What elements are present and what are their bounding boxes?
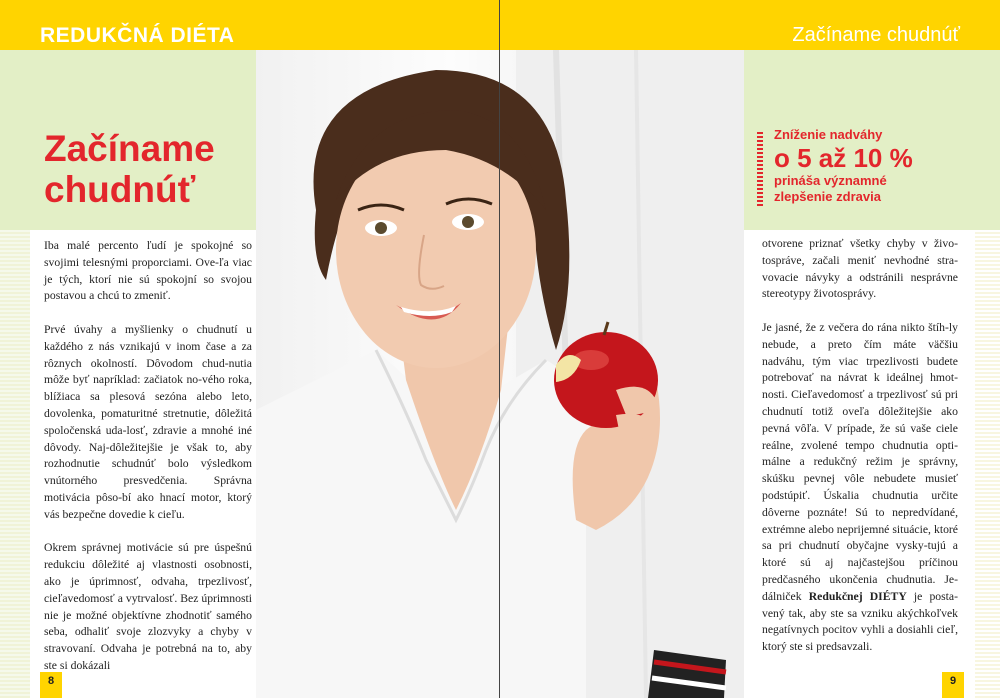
callout-marker-bar bbox=[757, 130, 763, 206]
paragraph-text: Je jasné, že z večera do rána nikto štíh-ly nebude, a preto čím máte väčšiu nadváhu, tým viac trpezlivosti budete potrebovať na návrat k ideálnej hmot-nosti. Cieľavedomosť a trpezlivosť sú pri chudnutí totiž oveľa dôležitejšie ako pevná vôľa. V prípade, že sú vaše ciele reálne, zvolené tempo chudnutia opti-málne a redukčný režim je správny, skúšku pevnej vôle nebudete musieť podstúpiť. Úskalia chudnutia určite dôverne poznáte! Sú to nepredvídané, extrémne alebo neprijemné situácie, ktoré sa pri chudnutí obyčajne vysky-tujú a ktoré sú aj najčastejšou príčinou predčasného ukončenia chudnutia. Je-dálniček bbox=[762, 320, 958, 603]
photo-illustration bbox=[256, 50, 744, 698]
callout-line-2: o 5 až 10 % bbox=[774, 143, 913, 173]
page-number-right: 9 bbox=[942, 672, 964, 698]
paragraph: Prvé úvahy a myšlienky o chudnutí u každého z nás vznikajú v inom čase a za rôznych okolností. Dôvodom chud-nutia môže byť napríklad: začiatok no-vého roka, blížiaca sa plesová sezóna alebo leto, dovolenka, pomaturitné stretnutie, dôležitá spoločenská uda-losť, zdravie a mnohé iné dôvody. Naj-dôležitejšie je však to, aby rozhodnutie schudnúť bolo výsledkom vnútorného presvedčenia. Správna motivácia pôso-bí ako hnací motor, ktorý vás bezpečne dovedie k cieľu. bbox=[44, 322, 252, 521]
woman-with-apple-photo bbox=[256, 50, 744, 698]
section-title: REDUKČNÁ DIÉTA bbox=[40, 24, 235, 47]
callout-line-1: Zníženie nadváhy bbox=[774, 127, 883, 142]
left-column-text bbox=[44, 238, 252, 692]
chapter-title: Začíname chudnúť bbox=[792, 24, 960, 46]
pull-quote-callout bbox=[760, 127, 960, 205]
right-margin-stripe bbox=[975, 230, 1000, 698]
callout-line-4: zlepšenie zdravia bbox=[774, 189, 881, 204]
callout-line-3: prináša významné bbox=[774, 173, 887, 188]
page-headline bbox=[44, 128, 215, 210]
headline-line-2: chudnúť bbox=[44, 169, 196, 210]
left-margin-panel bbox=[0, 230, 30, 698]
brand-name: Redukčnej DIÉTY bbox=[808, 589, 907, 603]
right-column-text bbox=[762, 236, 958, 673]
paragraph: Iba malé percento ľudí je spokojné so svojimi telesnými proporciami. Ove-ľa viac je tých, ktorí nie sú spokojní so svojou postavou a chcú to zmeniť. bbox=[44, 239, 252, 303]
paragraph: otvorene priznať všetky chyby v živo-tospráve, začali meniť nevhodné stra-vovacie návyky a odstránili nesprávne stereotypy životosprávy. bbox=[762, 237, 958, 301]
headline-line-1: Začíname bbox=[44, 128, 215, 169]
spine-fold-line bbox=[499, 0, 500, 698]
paragraph bbox=[762, 320, 958, 656]
paragraph: Okrem správnej motivácie sú pre úspešnú redukciu dôležité aj vlastnosti osobnosti, ako je úprimnosť, odvaha, trpezlivosť, cieľavedomosť a vytrvalosť. Bez úprimnosti nie je možné objektívne zhodnotiť samého seba, odhaliť svoje zlozvyky a chyby v stravovaní. Odvaha je potrebná na to, aby ste si dokázali bbox=[44, 541, 252, 672]
paragraph-text: je posta-vený tak, aby ste sa vzniku akýchkoľvek negatívnych pocitov vyhli a dosiahli cieľ, ktorý ste si predsavzali. bbox=[762, 589, 959, 654]
page-number-left: 8 bbox=[40, 672, 62, 698]
